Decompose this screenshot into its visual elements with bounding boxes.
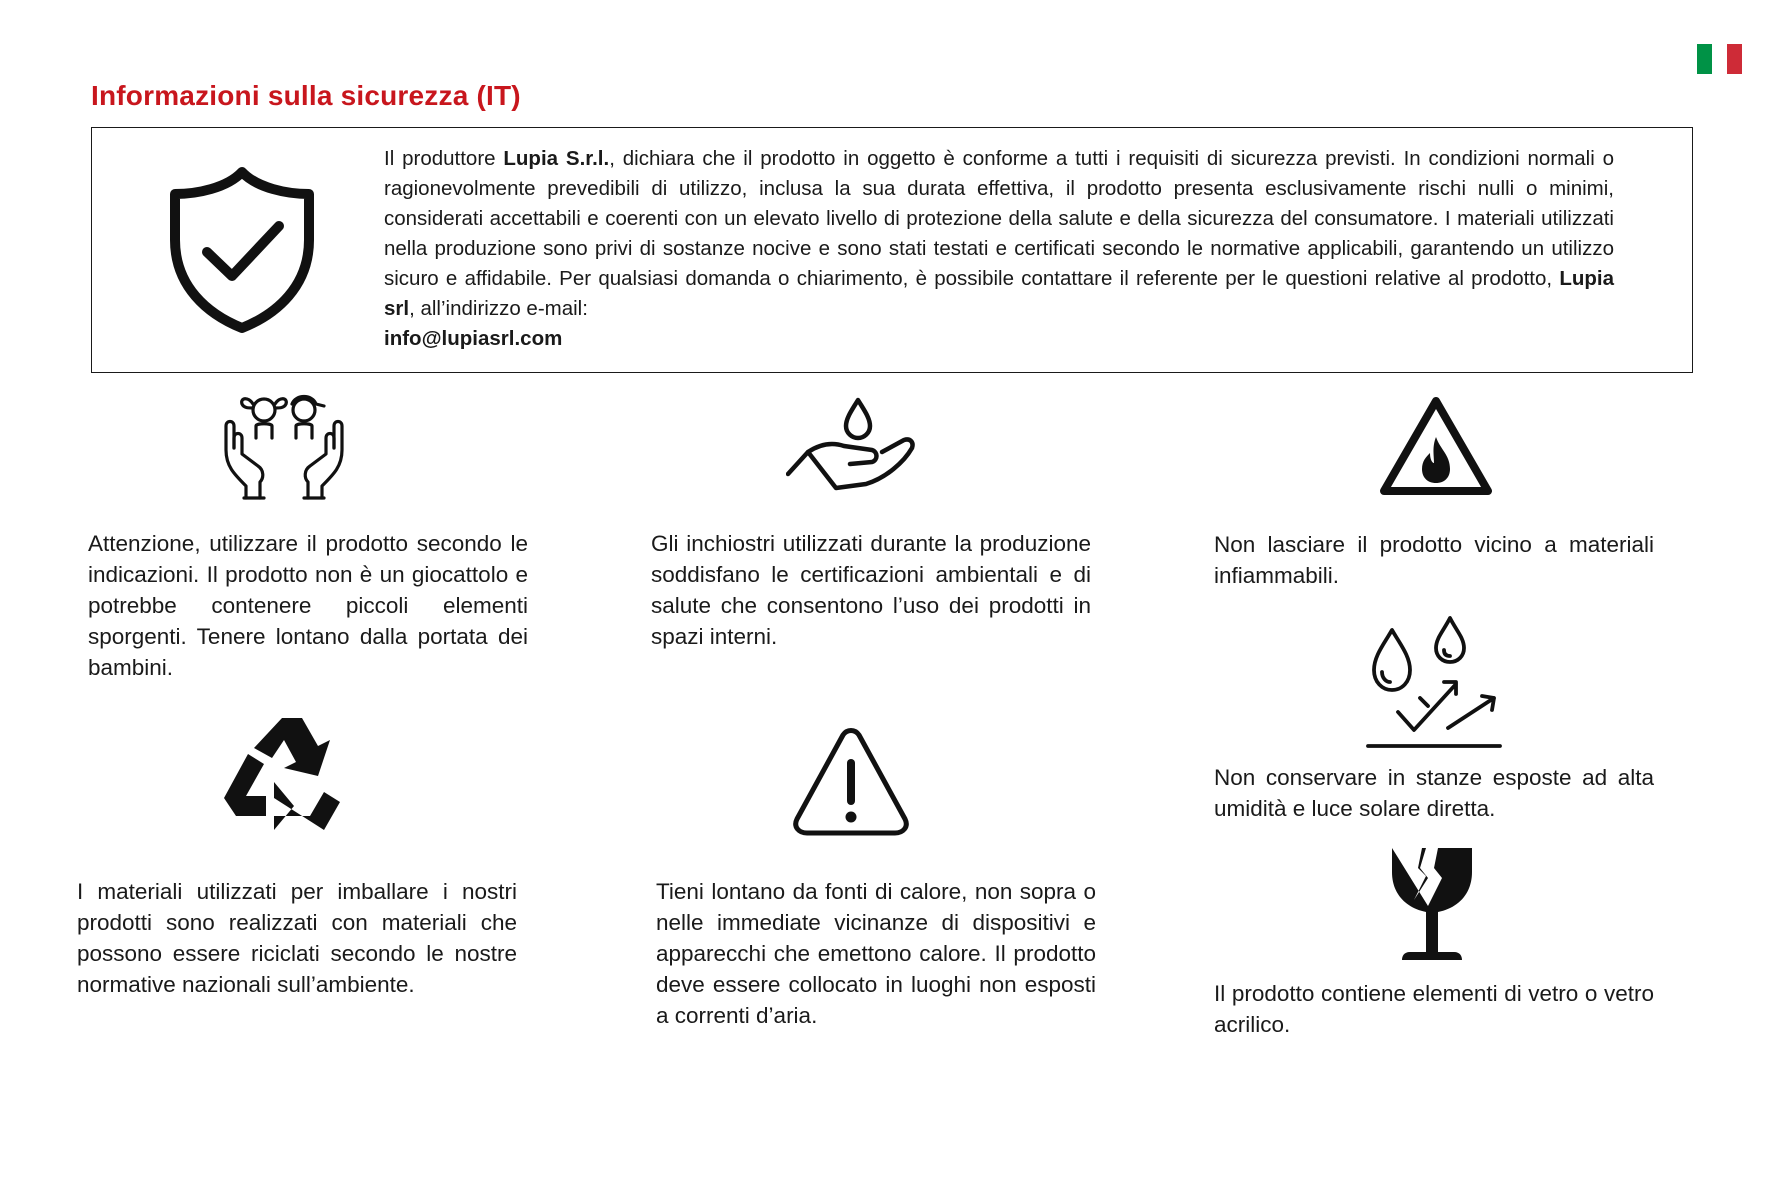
- ink-certification-text: Gli inchiostri utilizzati durante la produzione soddisfano le certificazioni ambientali e di salute che consentono l’uso dei prodotti in spazi interni.: [651, 531, 1091, 649]
- italian-flag-icon: [1697, 44, 1742, 74]
- fragile-glass-icon: [1390, 848, 1474, 966]
- flammable-warning-text: Non lasciare il prodotto vicino a materiali infiammabili.: [1214, 532, 1654, 588]
- children-hands-icon: [220, 390, 348, 502]
- flag-stripe-white: [1712, 44, 1727, 74]
- recycle-icon: [218, 718, 346, 844]
- warning-exclamation-icon: [791, 725, 911, 837]
- safety-statement-text: [384, 144, 1614, 354]
- company-name: Lupia S.r.l.: [503, 147, 610, 170]
- page-title: Informazioni sulla sicurezza (IT): [91, 80, 521, 111]
- flag-stripe-red: [1727, 44, 1742, 74]
- children-warning-text: Attenzione, utilizzare il prodotto secondo le indicazioni. Il prodotto non è un giocattolo e potrebbe contenere piccoli elementi sporgenti. Tenere lontano dalla portata dei bambini.: [88, 531, 528, 680]
- heat-warning-text: Tieni lontano da fonti di calore, non sopra o nelle immediate vicinanze di dispositivi e apparecchi che emettono calore. Il prodotto deve essere collocato in luoghi non esposti a correnti d’aria.: [656, 879, 1096, 1028]
- humidity-warning-text: Non conservare in stanze esposte ad alta umidità e luce solare diretta.: [1214, 765, 1654, 821]
- humidity-drops-icon: [1364, 616, 1506, 750]
- contact-email[interactable]: info@lupiasrl.com: [384, 327, 563, 350]
- recycle-info-text: I materiali utilizzati per imballare i nostri prodotti sono realizzati con materiali che possono essere riciclati secondo le nostre normative nazionali sull’ambiente.: [77, 879, 517, 997]
- statement-part: , all’indirizzo e-mail:: [409, 297, 588, 320]
- glass-info-text: Il prodotto contiene elementi di vetro o vetro acrilico.: [1214, 981, 1654, 1037]
- shield-check-icon: [167, 164, 317, 336]
- flag-stripe-green: [1697, 44, 1712, 74]
- safety-statement-box: [91, 127, 1693, 373]
- contact-name: Lupia srl: [384, 267, 1614, 320]
- statement-part: Il produttore: [384, 147, 504, 170]
- flammable-warning-icon: [1376, 393, 1496, 499]
- hand-water-drop-icon: [786, 396, 916, 494]
- statement-part: , dichiara che il prodotto in oggetto è conforme a tutti i requisiti di sicurezza previsti. In condizioni normali o ragionevolmente prevedibili di utilizzo, inclusa la sua durata effettiva, il prodotto presenta esclusivamente rischi nulli o minimi, considerati accettabili e coerenti con un elevato livello di protezione della salute e della sicurezza del consumatore. I materiali utilizzati nella produzione sono privi di sostanze nocive e sono stati testati e certificati secondo le normative applicabili, garantendo un utilizzo sicuro e affidabile. Per qualsiasi domanda o chiarimento, è possibile contattare il referente per le questioni relative al prodotto,: [384, 147, 1614, 290]
